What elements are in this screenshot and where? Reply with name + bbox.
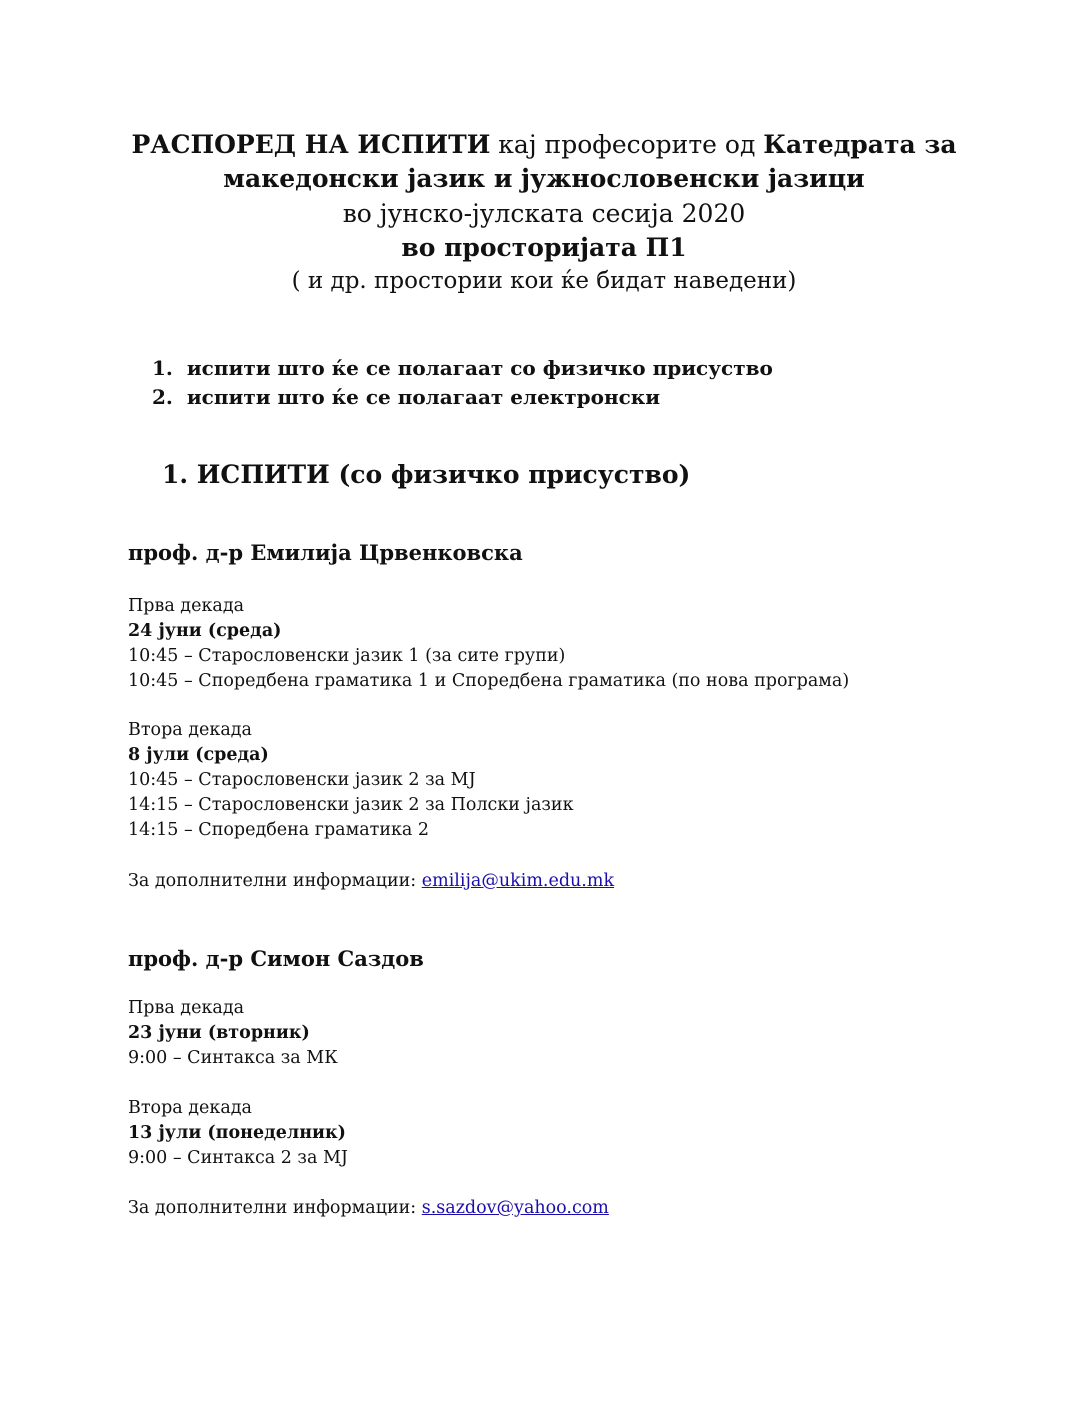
title-line-2: македонски јазик и јужнословенски јазици	[223, 164, 865, 193]
exam-item: 9:00 – Синтакса за МК	[128, 1048, 338, 1068]
decade-label: Прва декада	[128, 596, 245, 616]
session-line: во јунско-јулската сесија 2020	[342, 199, 746, 228]
title-normal: кај професорите од	[490, 130, 764, 159]
title-line-1	[0, 128, 1088, 162]
professor-name: проф. д-р Симон Саздов	[128, 946, 424, 971]
exam-date: 24 јуни (среда)	[128, 621, 282, 641]
exam-date: 23 јуни (вторник)	[128, 1023, 310, 1043]
exam-item: 14:15 – Споредбена граматика 2	[128, 820, 430, 840]
room-line: во просторијата П1	[401, 233, 687, 262]
title-bold-a: РАСПОРЕД НА ИСПИТИ	[131, 130, 491, 159]
type-list-item-1	[152, 356, 773, 380]
exam-date: 8 јули (среда)	[128, 745, 269, 765]
type-number: 1.	[152, 356, 173, 380]
type-list-item-2	[152, 385, 660, 409]
contact-label: За дополнителни информации:	[128, 871, 422, 891]
exam-item: 9:00 – Синтакса 2 за МЈ	[128, 1148, 348, 1168]
contact-info	[128, 869, 614, 894]
exam-item: 10:45 – Старословенски јазик 2 за МЈ	[128, 770, 476, 790]
decade-label: Втора декада	[128, 1098, 252, 1118]
type-text: испити што ќе се полагаат со физичко присуство	[186, 356, 773, 380]
title-bold-c: Катедрата за	[763, 130, 957, 159]
email-link[interactable]: emilija@ukim.edu.mk	[421, 871, 615, 891]
type-number: 2.	[152, 385, 173, 409]
exam-item: 10:45 – Старословенски јазик 1 (за сите групи)	[128, 646, 566, 666]
exam-item: 10:45 – Споредбена граматика 1 и Споредбена граматика (по нова програма)	[128, 671, 850, 691]
type-text: испити што ќе се полагаат електронски	[186, 385, 661, 409]
exam-item: 14:15 – Старословенски јазик 2 за Полски јазик	[128, 795, 574, 815]
decade-label: Втора декада	[128, 720, 252, 740]
contact-label: За дополнителни информации:	[128, 1198, 422, 1218]
exam-date: 13 јули (понеделник)	[128, 1123, 346, 1143]
decade-label: Прва декада	[128, 998, 245, 1018]
professor-name: проф. д-р Емилија Црвенковска	[128, 540, 523, 565]
email-link[interactable]: s.sazdov@yahoo.com	[421, 1198, 609, 1218]
contact-info	[128, 1196, 609, 1221]
section-heading: 1. ИСПИТИ (со физичко присуство)	[162, 460, 691, 489]
rooms-note: ( и др. простории кои ќе бидат наведени)	[291, 268, 797, 294]
